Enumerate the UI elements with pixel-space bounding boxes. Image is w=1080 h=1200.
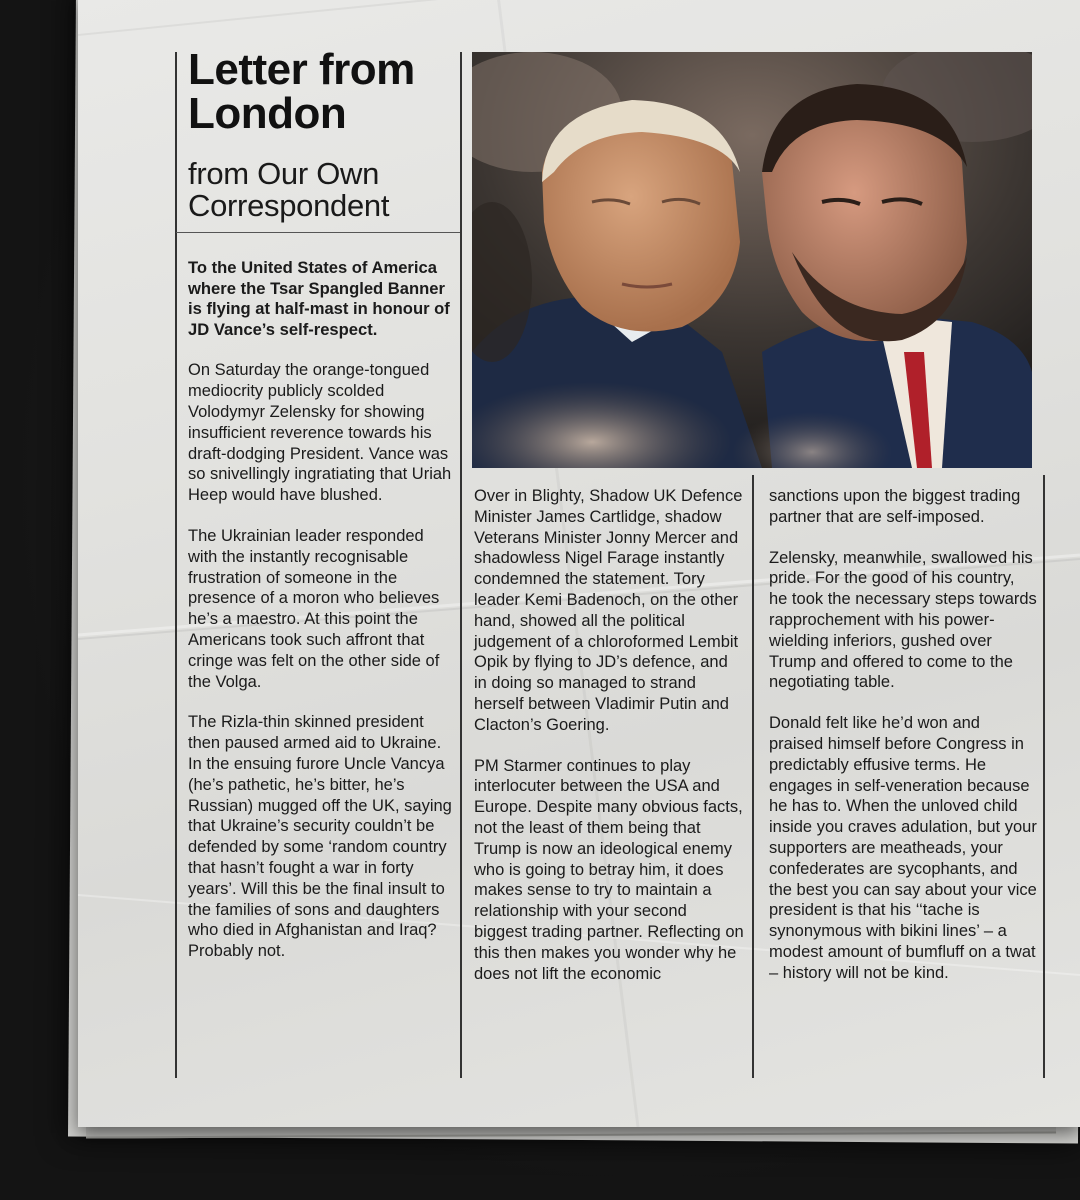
photo-illustration xyxy=(472,52,1032,468)
column-rule-left xyxy=(175,52,177,1078)
col2-paragraph-2: PM Starmer continues to play interlocuter between the USA and Europe. Despite many obvious facts, not the least of them being that Trump is now an ideological enemy who is going to betray him, it does makes sense to try to maintain a relationship with your second biggest trading partner. Reflecting on this then makes you wonder why he does not lift the economic xyxy=(474,756,744,983)
col1-paragraph-2: The Ukrainian leader responded with the instantly recognisable frustration of someone in the presence of a moron who believes he’s a maestro. At this point the Americans took such affront that cringe was felt on the other side of the Volga. xyxy=(188,526,440,691)
column-1 xyxy=(188,258,454,982)
col3-paragraph-1: sanctions upon the biggest trading partner that are self-imposed. xyxy=(769,487,1021,526)
column-rule-1 xyxy=(460,52,462,1078)
col3-paragraph-3: Donald felt like he’d won and praised himself before Congress in predictably effusive terms. He engages in self-veneration because he has to. When the unloved child inside you craves adulation, but your supporters are meatheads, your confederates are sycophants, and the best you can say about your vice president is that his ‘‘tache is synonymous with bikini lines’ – a modest amount of bumfluff on a twat – history will not be kind. xyxy=(769,714,1037,982)
col1-paragraph-3: The Rizla-thin skinned president then paused armed aid to Ukraine. In the ensuing furore Uncle Vancya (he’s pathetic, he’s bitter, he’s Russian) mugged off the UK, saying that Ukraine’s security couldn’t be defended by some ‘random country that hasn’t fought a war in forty years’. Will this be the final insult to the families of sons and daughters who died in Afghanistan and Iraq? Probably not. xyxy=(188,713,452,961)
column-2 xyxy=(474,486,744,1004)
column-rule-right xyxy=(1043,475,1045,1078)
column-3 xyxy=(769,486,1037,1004)
article-photo xyxy=(472,52,1032,468)
column-rule-2 xyxy=(752,475,754,1078)
col3-paragraph-2: Zelensky, meanwhile, swallowed his pride. For the good of his country, he took the necessary steps towards rapprochement with his power-wielding inferiors, gushed over Trump and offered to come to the negotiating table. xyxy=(769,548,1037,692)
byline: from Our Own Correspondent xyxy=(188,156,390,223)
byline-divider xyxy=(176,232,460,233)
col2-paragraph-1: Over in Blighty, Shadow UK Defence Minister James Cartlidge, shadow Veterans Minister Jonny Mercer and shadowless Nigel Farage instantly condemned the statement. Tory leader Kemi Badenoch, on the other hand, showed all the political judgement of a chloroformed Lembit Opik by flying to JD’s defence, and in doing so managed to strand herself between Vladimir Putin and Clacton’s Goering. xyxy=(474,487,743,734)
lede-paragraph: To the United States of America where the Tsar Spangled Banner is flying at half-mast in honour of JD Vance’s self-respect. xyxy=(188,258,450,339)
headline: Letter from London xyxy=(188,45,415,138)
col1-paragraph-1: On Saturday the orange-tongued mediocrity publicly scolded Volodymyr Zelensky for showing insufficient reverence towards his draft-dodging President. Vance was so snivellingly ingratiating that Uriah Heep would have blushed. xyxy=(188,361,452,505)
